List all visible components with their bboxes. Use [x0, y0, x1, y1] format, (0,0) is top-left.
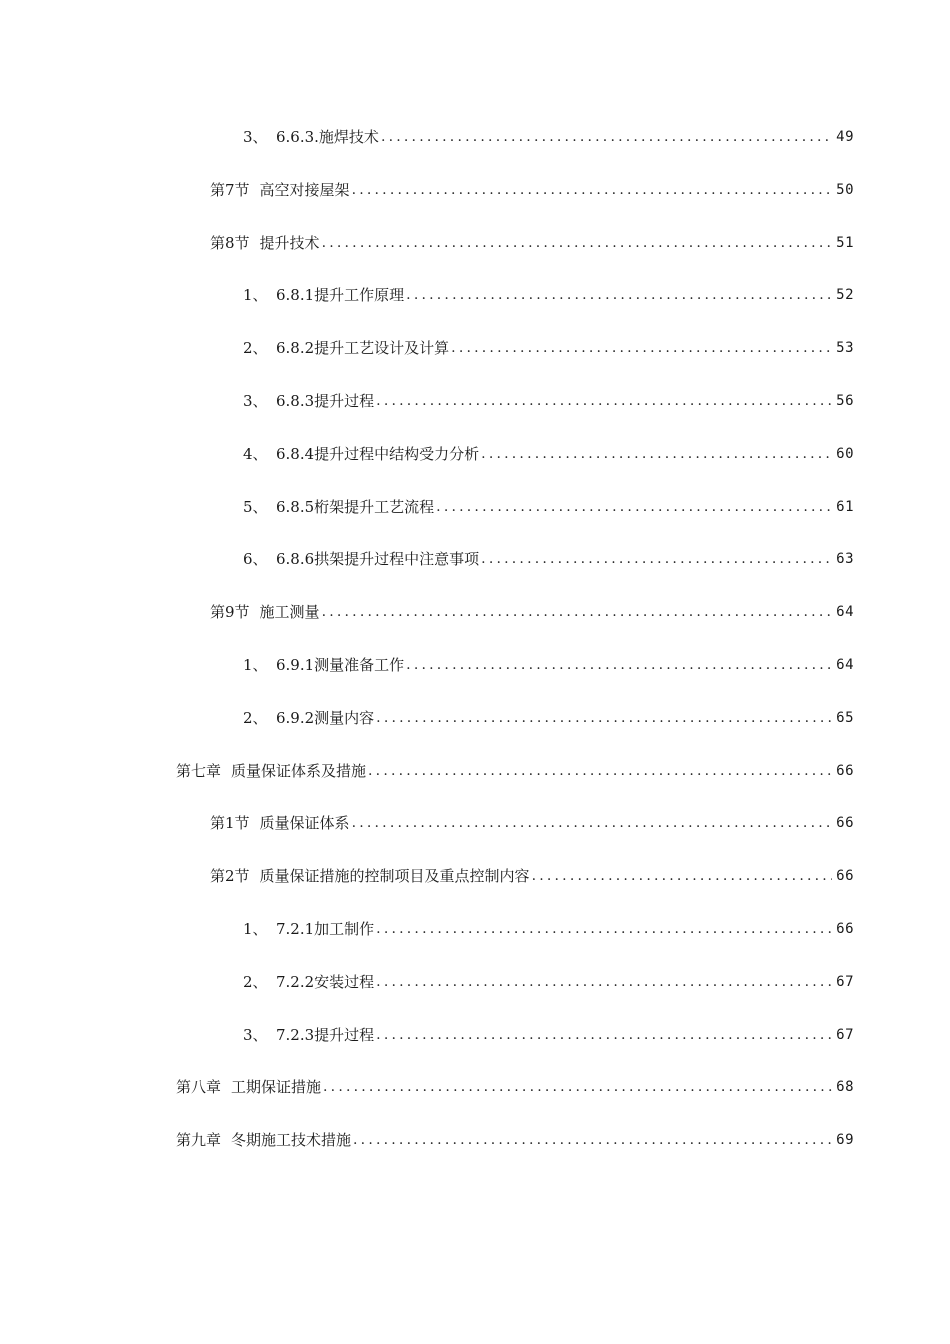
toc-entry[interactable] [0, 439, 950, 492]
toc-entry-page: 63 [836, 551, 854, 568]
toc-entry-page: 68 [836, 1079, 854, 1096]
toc-entry[interactable] [0, 492, 950, 545]
toc-entry-page: 64 [836, 656, 854, 673]
toc-entry-number: 第七章 [176, 761, 222, 780]
toc-entry-number: 5、 [243, 497, 268, 516]
toc-entry-number: 2、 [243, 708, 268, 727]
toc-entry-title: 6.9.1测量准备工作 [276, 655, 405, 674]
toc-entry[interactable] [0, 386, 950, 439]
toc-entry-page: 51 [836, 234, 854, 251]
toc-entry-number: 4、 [243, 444, 268, 463]
toc-entry-title: 6.8.1提升工作原理 [276, 286, 405, 305]
toc-leader-dots [381, 122, 832, 152]
toc-entry-number: 第7节 [210, 180, 250, 199]
toc-entry-page: 56 [836, 392, 854, 409]
toc-leader-dots [323, 1072, 832, 1102]
toc-leader-dots [353, 1125, 832, 1155]
toc-entry-title: 质量保证体系 [259, 814, 350, 833]
toc-entry-number: 第9节 [210, 603, 250, 622]
toc-entry-number: 1、 [243, 919, 268, 938]
toc-entry-title: 7.2.2安装过程 [276, 972, 375, 991]
toc-entry-title: 6.8.2提升工艺设计及计算 [276, 339, 450, 358]
toc-entry-page: 53 [836, 340, 854, 357]
toc-leader-dots [406, 280, 832, 310]
toc-entry-title: 质量保证措施的控制项目及重点控制内容 [259, 867, 530, 886]
toc-leader-dots [406, 650, 832, 680]
toc-leader-dots [376, 703, 832, 733]
toc-entry[interactable] [0, 967, 950, 1020]
toc-entry-title: 施工测量 [259, 603, 320, 622]
toc-entry-number: 3、 [243, 391, 268, 410]
toc-entry[interactable] [0, 228, 950, 281]
toc-leader-dots [368, 756, 832, 786]
toc-entry-number: 2、 [243, 339, 268, 358]
toc-entry-title: 6.8.5桁架提升工艺流程 [276, 497, 435, 516]
toc-entry[interactable] [0, 1020, 950, 1073]
toc-entry-title: 7.2.1加工制作 [276, 919, 375, 938]
toc-entry-title: 6.9.2测量内容 [276, 708, 375, 727]
toc-entry-title: 7.2.3提升过程 [276, 1025, 375, 1044]
toc-entry-title: 6.8.3提升过程 [276, 391, 375, 410]
toc-leader-dots [352, 808, 833, 838]
toc-entry[interactable] [0, 808, 950, 861]
toc-entry-page: 66 [836, 762, 854, 779]
toc-entry-page: 66 [836, 868, 854, 885]
toc-leader-dots [376, 386, 832, 416]
toc-leader-dots [322, 597, 833, 627]
toc-entry-number: 第九章 [176, 1131, 222, 1150]
toc-entry-number: 第2节 [210, 867, 250, 886]
toc-entry[interactable] [0, 650, 950, 703]
toc-entry[interactable] [0, 122, 950, 175]
toc-entry-page: 49 [836, 129, 854, 145]
toc-entry-number: 第八章 [176, 1078, 222, 1097]
toc-leader-dots [376, 1020, 832, 1050]
toc-entry[interactable] [0, 1072, 950, 1125]
toc-entry-number: 3、 [243, 128, 268, 146]
toc-entry[interactable] [0, 861, 950, 914]
toc-entry-page: 64 [836, 604, 854, 621]
toc-entry[interactable] [0, 914, 950, 967]
toc-entry-number: 3、 [243, 1025, 268, 1044]
toc-entry-number: 1、 [243, 286, 268, 305]
toc-entry[interactable] [0, 280, 950, 333]
toc-entry-title: 质量保证体系及措施 [231, 761, 367, 780]
toc-entry-number: 2、 [243, 972, 268, 991]
toc-leader-dots [322, 228, 833, 258]
toc-entry-title: 6.8.4提升过程中结构受力分析 [276, 444, 480, 463]
toc-entry-number: 第8节 [210, 233, 250, 252]
toc-entry-number: 1、 [243, 655, 268, 674]
toc-leader-dots [532, 861, 833, 891]
table-of-contents [0, 122, 950, 1178]
toc-entry-page: 50 [836, 181, 854, 198]
toc-entry[interactable] [0, 1125, 950, 1178]
toc-entry[interactable] [0, 333, 950, 386]
toc-entry-page: 66 [836, 920, 854, 937]
toc-leader-dots [481, 544, 832, 574]
toc-entry-title: 高空对接屋架 [259, 180, 350, 199]
toc-entry-title: 6.8.6拱架提升过程中注意事项 [276, 550, 480, 569]
toc-entry-title: 冬期施工技术措施 [231, 1131, 352, 1150]
toc-entry-page: 65 [836, 709, 854, 726]
toc-entry-page: 52 [836, 287, 854, 304]
toc-entry-page: 60 [836, 445, 854, 462]
toc-entry-title: 提升技术 [259, 233, 320, 252]
toc-entry-number: 6、 [243, 550, 268, 569]
toc-leader-dots [376, 967, 832, 997]
toc-entry-page: 66 [836, 815, 854, 832]
toc-entry-page: 67 [836, 1026, 854, 1043]
toc-entry-page: 69 [836, 1132, 854, 1149]
toc-leader-dots [376, 914, 832, 944]
toc-leader-dots [481, 439, 832, 469]
toc-entry[interactable] [0, 544, 950, 597]
toc-leader-dots [451, 333, 832, 363]
toc-leader-dots [436, 492, 832, 522]
toc-entry-number: 第1节 [210, 814, 250, 833]
toc-entry-title: 6.6.3.施焊技术 [276, 128, 379, 146]
toc-entry-page: 61 [836, 498, 854, 515]
toc-entry-page: 67 [836, 973, 854, 990]
toc-entry[interactable] [0, 597, 950, 650]
toc-entry[interactable] [0, 175, 950, 228]
toc-leader-dots [352, 175, 833, 205]
toc-entry[interactable] [0, 703, 950, 756]
toc-entry-title: 工期保证措施 [231, 1078, 322, 1097]
toc-entry[interactable] [0, 756, 950, 809]
